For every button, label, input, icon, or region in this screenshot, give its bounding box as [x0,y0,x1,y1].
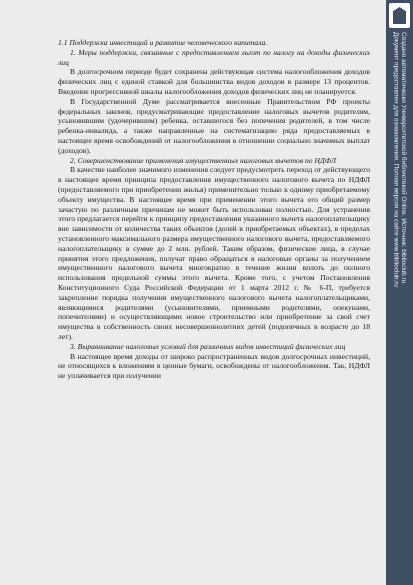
paragraph: В Государственной Думе рассматривается внесенные Правительством РФ проекты федеральных законов, предусматривающие предоставление налоговых вычетов родителям, усыновившим (удочерившим) ребенка, оставшегося без попечения родителей, в том числе ребенка-инвалида, а также направленные на систематизацию ряда предоставляемых в настоящее время освобождений от налогообложения в отношении социально значимых выплат (доходов). [58,96,370,155]
subsection-heading: 1. Меры поддержки, связанные с предоставлением льгот по налогу на доходы физических лиц [58,47,370,67]
watermark-line: Создано автоматически Университетской библиотекой Online. Источник: biblioclub.ru [400,32,407,284]
library-logo-icon [389,3,410,28]
subsection-heading: 3. Выравнивание налоговых условий для различных видов инвестиций физических лиц [70,341,346,351]
section-heading: 1.1 Поддержка инвестиций и развитие человеческого капитала. [58,38,268,47]
paragraph: В настоящее время доходы от широко распространенных видов долгосрочных инвестиций, не относящихся к вложениям в ценные бумаги, освобождены от налогообложения. Так, НДФЛ не уплачивается при получении [58,351,370,381]
paragraph: В качестве наиболее значимого изменения следует предусмотреть переход от действующего в настоящее время принципа предоставления имущественного налогового вычета по НДФЛ (предоставляемого при приобретении жилья) применительно только к одному приобретаемому объекту имущества. В настоящее время при применении этого вычета его общий размер зачастую по различным причинам не может быть использован полностью. Для устранения этого предлагается перейти к принципу предоставления указанного вычета налогоплательщику вне зависимости от количества таких объектов (долей в приобретаемых объектах), в пределах установленного максимального размера имущественного налогового вычета, предоставляемого налогоплательщику в сумме до 2 млн. рублей. Таким образом, физические лица, в случае принятия этого предложения, получат право обращаться в налоговые органы за получением имущественного налогового вычета многократно в течение жизни вплоть до полного использования предельной суммы этого вычета. Кроме того, с учетом Постановления Конституционного Суда Российской Федерации от 1 марта 2012 г. № 6-П, требуется закрепление порядка получения имущественного налогового вычета налогоплательщиками, являющимися родителями (усыновителями, приемными родителями, опекунами, попечителями) и осуществляющими новое строительство или приобретение за свой счет имущества в собственность своих несовершеннолетних детей (подопечных в возрасте до 18 лет). [58,165,370,341]
watermark-text [392,32,407,287]
paragraph: В долгосрочном периоде будет сохранена действующая система налогообложения доходов физических лиц с единой ставкой для большинства видов доходов в размере 13 процентов. Введение прогрессивной шкалы налогообложения доходов физических лиц не планируется. [58,67,370,96]
watermark-line: Документ предоставлен для ознакомления. Полная версия на сайте www.biblioclub.ru [392,32,400,287]
library-watermark-strip [386,0,413,585]
document-body [58,38,370,381]
subsection-heading: 2. Совершенствование применения имущественных налоговых вычетов по НДФЛ [70,155,336,165]
